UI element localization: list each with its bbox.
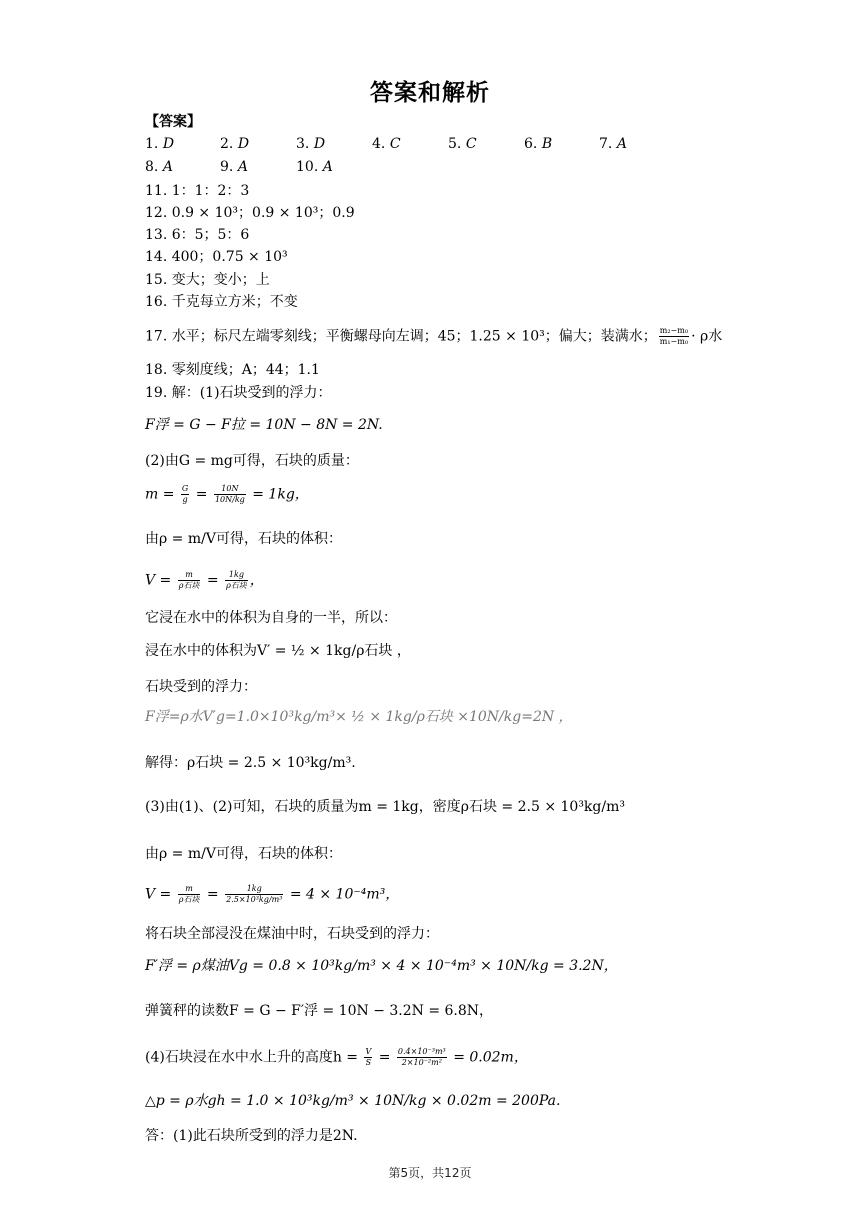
equation-lhs: V = <box>145 886 172 903</box>
equation-mass: m = $\frac{G}{g}$ = $\frac{10N}{10N/kg}$ = 1kg， <box>145 484 309 504</box>
fraction <box>225 570 248 591</box>
answer-item <box>220 159 248 175</box>
answer-item <box>524 136 552 152</box>
step-4-text: 它浸在水中的体积为自身的一半，所以： <box>145 610 397 626</box>
answer-number: 7. <box>599 136 613 152</box>
step-2-text: (2)由G = mg可得，石块的质量： <box>145 453 359 469</box>
fraction-denominator: m₁−m₀ <box>659 337 689 346</box>
fraction <box>397 1047 447 1068</box>
fraction <box>364 1047 372 1068</box>
answer-line-12: 12. 0.9 × 10³；0.9 × 10³；0.9 <box>145 205 355 221</box>
answer-line-15: 15. 变大；变小；上 <box>145 272 270 288</box>
answer-item <box>220 136 249 152</box>
final-answer: 答：(1)此石块所受到的浮力是2N. <box>145 1128 358 1144</box>
fraction-denominator: ρ石块 <box>178 895 200 904</box>
fraction <box>181 484 189 505</box>
answer-line-18: 18. 零刻度线；A；44；1.1 <box>145 362 320 378</box>
equation-lhs: m = <box>145 486 175 503</box>
answer-number: 4. <box>372 136 386 152</box>
answer-line-17 <box>145 326 722 347</box>
answer-number: 5. <box>448 136 462 152</box>
answer-item <box>145 159 173 175</box>
answer-value: A <box>162 159 173 175</box>
fraction <box>178 884 201 905</box>
fraction-numerator: 10N <box>214 484 246 495</box>
answer-value: A <box>237 159 248 175</box>
page-footer: 第5页，共12页 <box>388 1166 472 1180</box>
answer-line-16: 16. 千克每立方米；不变 <box>145 294 298 310</box>
answer-number: 6. <box>524 136 538 152</box>
fraction <box>659 326 689 347</box>
answer-item <box>372 136 401 152</box>
answer-line-19: 19. 解：(1)石块受到的浮力： <box>145 385 332 401</box>
answer-line-17-tail: · ρ水 <box>691 328 723 345</box>
answer-value: B <box>541 136 553 152</box>
equation-tail: = 0.02m， <box>453 1049 528 1066</box>
fraction-numerator: m₂−m₀ <box>659 326 689 335</box>
answer-item <box>296 136 325 152</box>
page-title: 答案和解析 <box>370 80 490 106</box>
answer-number: 1. <box>145 136 159 152</box>
fraction-denominator: ρ石块 <box>226 581 247 590</box>
fraction-numerator: G <box>181 484 189 493</box>
equation-buoyancy: F浮 = G − F拉 = 10N − 8N = 2N. <box>145 417 383 433</box>
equation-volume-value: V = $\frac{m}{\text{ρ石块}}$ = $\frac{1kg}{\text{2.5×10³kg/m³}}$ = 4 × 10⁻⁴m³， <box>145 884 400 904</box>
equation-tail: = 4 × 10⁻⁴m³， <box>289 886 400 903</box>
answer-item <box>599 136 627 152</box>
step-6-text: 石块受到的浮力： <box>145 679 257 695</box>
fraction <box>214 484 246 505</box>
answer-number: 8. <box>145 159 159 175</box>
answer-value: A <box>616 136 627 152</box>
fraction-denominator: 10N/kg <box>214 495 245 504</box>
equation-pressure: △p = ρ水gh = 1.0 × 10³kg/m³ × 10N/kg × 0.02m = 200Pa. <box>145 1093 561 1109</box>
equation-buoyancy-kerosene: F′浮 = ρ煤油Vg = 0.8 × 10³kg/m³ × 4 × 10⁻⁴m³ × 10N/kg = 3.2N， <box>145 958 618 974</box>
equation-volume: V = $\frac{m}{\text{ρ石块}}$ = $\frac{1kg}{\text{ρ石块}}$ ， <box>145 570 264 590</box>
step-7-text: 解得：ρ石块 = 2.5 × 10³kg/m³. <box>145 755 356 771</box>
answer-value: D <box>237 136 250 152</box>
answer-header: 【答案】 <box>145 114 201 130</box>
fraction-denominator: ρ石块 <box>178 581 200 590</box>
answer-item <box>296 159 333 175</box>
answer-line-13: 13. 6：5；5：6 <box>145 227 250 243</box>
fraction-denominator: S <box>365 1058 372 1067</box>
answer-number: 9. <box>220 159 234 175</box>
answer-line-14: 14. 400；0.75 × 10³ <box>145 249 288 265</box>
answer-value: C <box>389 136 401 152</box>
fraction-numerator: 0.4×10⁻³m³ <box>397 1047 446 1056</box>
answer-line-11: 11. 1：1：2：3 <box>145 183 250 199</box>
fraction-numerator: V <box>365 1047 372 1056</box>
fraction-denominator: g <box>182 495 188 504</box>
fraction-numerator: m <box>178 884 201 895</box>
answer-value: D <box>162 136 175 152</box>
fraction-numerator: 1kg <box>225 884 283 895</box>
step-8-text: (3)由(1)、(2)可知，石块的质量为m = 1kg，密度ρ石块 = 2.5 × 10³kg/m³ <box>145 799 625 815</box>
answer-number: 2. <box>220 136 234 152</box>
fraction <box>225 884 283 905</box>
answer-line-17-text: 17. 水平；标尺左端零刻线；平衡螺母向左调；45；1.25 × 10³；偏大；装满水； <box>145 328 657 345</box>
answer-number: 10. <box>296 159 319 175</box>
step-10-text: 将石块全部浸没在煤油中时，石块受到的浮力： <box>145 926 439 942</box>
answer-value: C <box>465 136 477 152</box>
equation-lhs: V = <box>145 572 172 589</box>
step-12-prefix: (4)石块浸在水中水上升的高度h = <box>145 1049 359 1066</box>
fraction-numerator: m <box>178 570 201 581</box>
fraction-denominator: 2.5×10³kg/m³ <box>226 895 283 904</box>
step-9-text: 由ρ = m/V可得，石块的体积： <box>145 846 342 862</box>
answer-number: 3. <box>296 136 310 152</box>
equation-buoyancy-water: F浮=ρ水V′g=1.0×10³kg/m³× ½ × 1kg/ρ石块 ×10N/kg=2N ， <box>145 709 573 725</box>
answer-item <box>448 136 477 152</box>
equation-tail: = 1kg， <box>252 486 309 503</box>
step-12-text: (4)石块浸在水中水上升的高度h = $\frac{V}{S}$ = $\frac{\text{0.4×10⁻³m³}}{\text{2×10⁻²m²}}$ = 0.02m， <box>145 1047 528 1067</box>
equation-tail: ， <box>249 572 264 589</box>
fraction-denominator: 2×10⁻²m² <box>401 1058 442 1067</box>
step-3-text: 由ρ = m/V可得，石块的体积： <box>145 531 342 547</box>
fraction-numerator: 1kg <box>225 570 248 581</box>
step-5-text: 浸在水中的体积为V′ = ½ × 1kg/ρ石块 ， <box>145 643 411 659</box>
fraction <box>178 570 201 591</box>
step-11-text: 弹簧秤的读数F = G − F′浮 = 10N − 3.2N = 6.8N， <box>145 1003 494 1019</box>
answer-value: D <box>313 136 326 152</box>
answer-value: A <box>322 159 333 175</box>
answer-item <box>145 136 174 152</box>
